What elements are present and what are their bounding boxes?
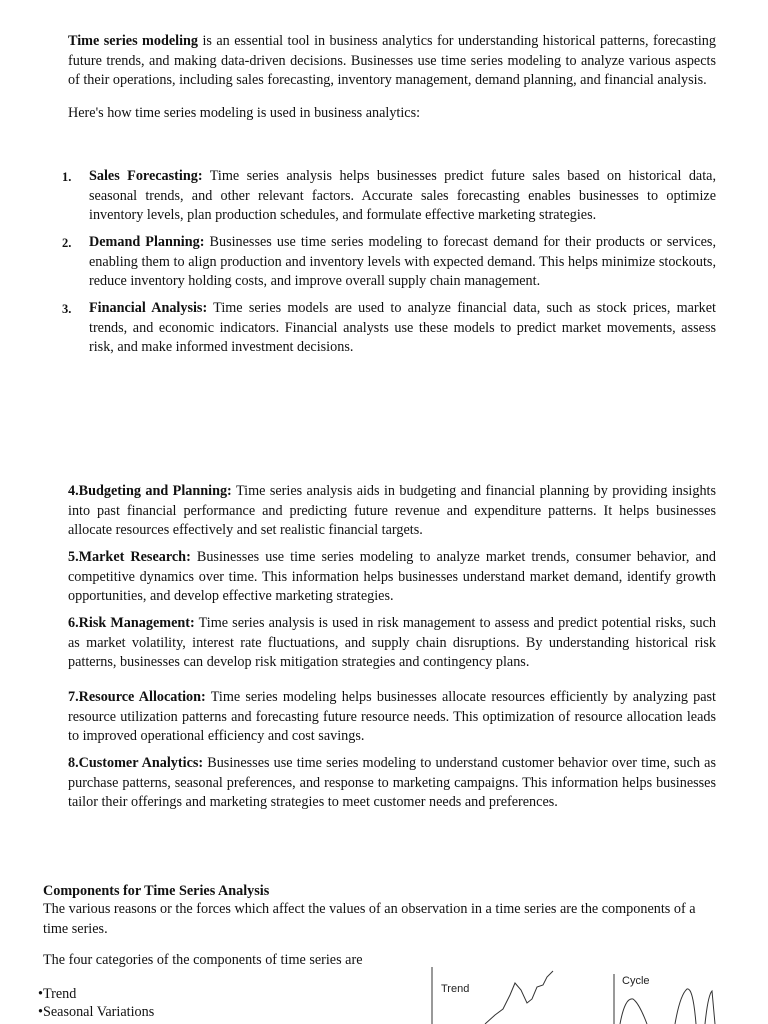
list-item xyxy=(89,233,716,292)
intro-paragraph xyxy=(68,32,716,91)
list-item-text: Businesses use time series modeling to understand customer behavior over time, such as purchase patterns, seasonal preferences, and response to marketing campaigns. This information helps businesses tailor their offerings and marketing strategies to meet customer needs and preferences. xyxy=(68,755,716,811)
list-item-number: 1. xyxy=(62,170,72,184)
list-item-title: 6.Risk Management: xyxy=(68,615,195,631)
components-heading: Components for Time Series Analysis xyxy=(43,883,270,899)
intro-bold-term: Time series modeling xyxy=(68,33,199,49)
list-item xyxy=(68,688,716,747)
list-item-title: 4.Budgeting and Planning: xyxy=(68,483,232,499)
components-categories-intro: The four categories of the components of time series are xyxy=(43,952,363,968)
lead-in-text: Here's how time series modeling is used in business analytics: xyxy=(68,105,421,121)
cycle-line xyxy=(620,989,715,1024)
bullet-item: •Seasonal Variations xyxy=(38,1004,155,1020)
list-item-text: Time series models are used to analyze financial data, such as stock prices, market trends, and economic indicators. Financial analysts use these models to predict market movements, assess risk, and make informed investment decisions. xyxy=(89,300,716,356)
list-item-title: Sales Forecasting: xyxy=(89,168,203,184)
list-item xyxy=(68,754,716,813)
list-item-number: 2. xyxy=(62,236,72,250)
bullet-item: •Trend xyxy=(38,986,77,1002)
list-item xyxy=(68,548,716,607)
list-item xyxy=(68,482,716,541)
list-item-title: 8.Customer Analytics: xyxy=(68,755,204,771)
list-item-title: 7.Resource Allocation: xyxy=(68,689,206,705)
components-figure xyxy=(425,965,725,1024)
cycle-label: Cycle xyxy=(622,975,650,987)
list-item xyxy=(68,614,716,673)
list-item xyxy=(89,299,716,358)
list-item xyxy=(89,167,716,226)
list-item-title: Financial Analysis: xyxy=(89,300,208,316)
list-item-text: Time series analysis is used in risk management to assess and predict potential risks, such as market volatility, interest rate fluctuations, and supply chain disruptions. By understanding historical risk patterns, businesses can develop risk mitigation strategies and contingency plans. xyxy=(68,615,716,671)
list-item-text: Businesses use time series modeling to forecast demand for their products or services, enabling them to align production and inventory levels with expected demand. This helps minimize stockouts, reduce inventory holding costs, and improve overall supply chain management. xyxy=(89,234,716,290)
list-item-text: Time series analysis helps businesses predict future sales based on historical data, seasonal trends, and other relevant factors. Accurate sales forecasting enables businesses to optimize inventory levels, plan production schedules, and formulate effective marketing strategies. xyxy=(89,168,716,224)
trend-label: Trend xyxy=(441,983,470,995)
list-item-text: Businesses use time series modeling to analyze market trends, consumer behavior, and competitive dynamics over time. This information helps businesses understand market demand, identify growth opportunities, and develop effective marketing strategies. xyxy=(68,549,717,605)
list-item-title: Demand Planning: xyxy=(89,234,205,250)
trend-line xyxy=(485,971,553,1024)
intro-text: is an essential tool in business analytics for understanding historical patterns, forecasting future trends, and making data-driven decisions. Businesses use time series modeling to analyze various aspects of their operations, including sales forecasting, inventory management, demand planning, and financial analysis. xyxy=(68,33,716,89)
components-description: The various reasons or the forces which affect the values of an observation in a time series are the components of a time series. xyxy=(43,901,696,937)
list-item-text: Time series analysis aids in budgeting and financial planning by providing insights into past financial performance and predicting future revenue and expenditure patterns. It helps businesses allocate resources effectively and set realistic financial targets. xyxy=(68,483,716,539)
list-item-number: 3. xyxy=(62,302,72,316)
list-item-text: Time series modeling helps businesses allocate resources efficiently by analyzing past resource utilization patterns and forecasting future resource needs. This optimization of resource allocation leads to improved operational efficiency and cost savings. xyxy=(68,689,716,745)
list-item-title: 5.Market Research: xyxy=(68,549,191,565)
